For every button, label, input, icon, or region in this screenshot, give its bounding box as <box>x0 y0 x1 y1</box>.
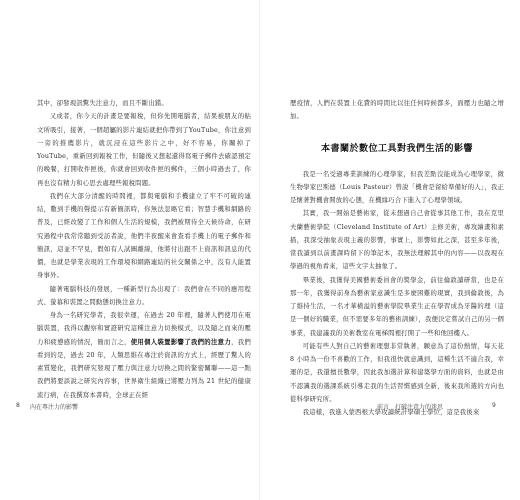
page-number: 9 <box>492 402 496 409</box>
paragraph-text: 身為一名研究學者，我很幸運，在過去 20 年裡，隨著人們使用在電腦裝置，我得以觀察和實證研究這種注意力切換模式，以及隨之而來的壓力和疲憊感的情況，簡而言之， <box>37 312 251 346</box>
paragraph-text: ，我們看到的是，過去 20 年，人類思維在專注於資訊的方式上，經歷了驚人的素質變化，我們研究發現了壓力與注意力切換之間的緊密關聯——這一點我們將要談說之研究內容事，世界衛生組織已將壓力列為 21 世紀的健康流行病，在我撰寫本書時，全球正在經 <box>37 338 251 399</box>
left-page <box>0 0 259 500</box>
paragraph: 其實，我一開始是藝術家，從未想過自己會從事其他工作，我在克里夫蘭藝術學院（Cleveland Institute of Art）主修美術，專攻繪畫和素描，我深受抽象表現主義的影響，事實上，影響如此之深，甚至多年後，當我讀到以前畫課時留下的筆記本，我無法理解其中的內容——以我現在學過的視角看來，這些文字太抽象了。 <box>290 210 504 271</box>
paragraph: 又或者，你今天的計畫是要報稅，但你先開電腦者，結果被朋友的貼文所吸引，接著，一個超屬的影片連結就把你帶到了YouTube，你注意到一旁的推薦影片，就沉浸在這些影片之中，好不容易，你關掉了YouTube，重新回到報稅工作，但隨後又想起還得寫電子郵件去確認預定的晚餐，打開收件匣後，你就會回到收件匣的郵件，三個小時過去了，你再也沒有精力和心思去處理些報稅問題。 <box>37 113 251 187</box>
paragraph: 其中，卻發現訊驚失注意力，而且不斷出錯。 <box>37 100 168 107</box>
paragraph: 可能有些人對自己的藝術理想非常執著，願意為了這份熱情，每天花 8 小時為一份不喜歡的工作，但我很快就意識到，這種生活不適合我，幸運的是，我還擅長數學，因此我加選計算和建築學方面的資料，也就是由不認識我的選課系統引導走我的生活習慣感到全新，後來我所選的方向也從科學研究所。 <box>290 342 504 403</box>
right-page-text <box>290 97 504 419</box>
paragraph: 我這樣，我進入蒙西根大學攻讀統計學碩士學位，這是我後來 <box>302 409 480 416</box>
paragraph: 歷疫情，人們在裝置上花費的時間比以往任何時候都多，面壓力也隨之增加。 <box>290 100 504 121</box>
running-footer: 前言 打破注意力的迷思 <box>377 404 444 411</box>
left-page-text <box>37 97 251 402</box>
paragraph: 我們在大部分清醒的時間裡，都與電腦和手機建立了牢不可破的連結，數到手機的聲提示有新簡訊時，你無法忽略它看；智慧手機和網路的普及，已經改變了工作和個人生活的規模，我們被期待全天候待命，在研究過程中我常常聽到受訪者說，他們半夜醒來會查看手機上的電子郵件和簡訊，這並不罕見，假如有人試圖離線，他將付出跟不上資訊和訊息的代價，也就是學業表現的工作環境和網路連結的社交關係之中，沒有人能置身事外。 <box>37 192 251 280</box>
paragraph: 我是一名受過專業訓練的心理學家，但我差點沒能成為心理學家，微生物學家巴斯德（Louis Pasteur）曾說「機會是留給準備好的人」，我正是懷著對機會開放的心態，在機緣巧合下進入了心理學領域。 <box>290 170 504 204</box>
page-number: 8 <box>16 402 20 409</box>
right-page <box>260 0 520 500</box>
paragraph: 隨著電腦科技的發展，一種新型行為出現了：我們會在不同的應用程式、螢幕和裝置之間動態切換注意力。 <box>37 285 251 306</box>
running-footer: 內在專注力的影響 <box>30 404 79 411</box>
paragraph <box>37 309 251 402</box>
paragraph: 畢業後，我獲得美國藝術委員會的獎學金，前往倫敦讀研當，也是在那一年，我獲得前身為藝術家意識生是多麼困難的現實，我到倫敦後，為了維持生活，一名才華橫溢的藝術學院畢業生正在學習成為牙醫的理（這是一個好的職業，但不需要多年的藝術訓練），我便決定嘗試自己的另一個事業，我建議我的美術教室在電梯間裡打開了一些和他回樓人。 <box>290 276 504 337</box>
bold-emphasis: 使用個人裝置影響了我們的注意力 <box>130 338 232 346</box>
section-heading: 本書闡於數位工具對我們生活的影響 <box>320 143 473 154</box>
